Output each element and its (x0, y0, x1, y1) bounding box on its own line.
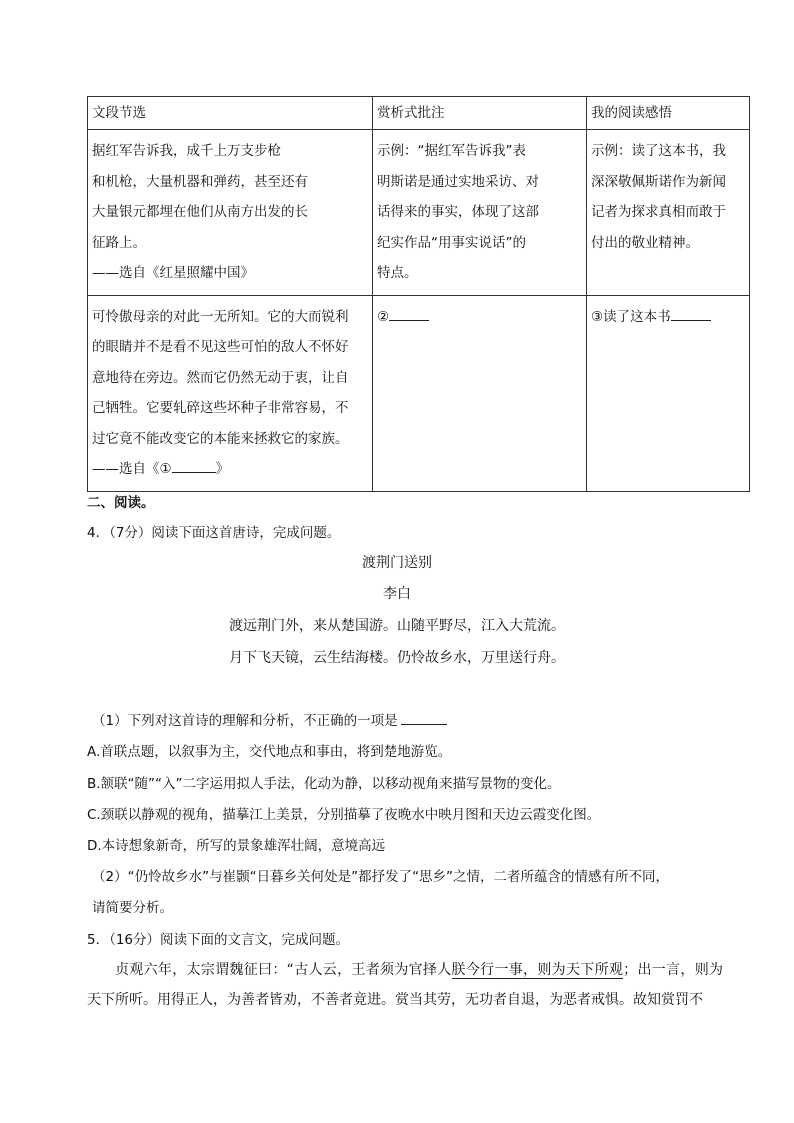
poem-author: 李白 (383, 586, 411, 602)
comment-line: 明斯诺是通过实地采访、对 (377, 173, 539, 190)
answer-blank-choice[interactable] (401, 710, 447, 725)
reflection-line: 记者为探求真相而敢于 (591, 204, 726, 220)
question-4-stem: 4．（7分）阅读下面这首唐诗，完成问题。 (87, 525, 341, 541)
row1-reflection-cell (587, 130, 750, 296)
comment-marker: ② (377, 308, 390, 325)
table-row (88, 295, 750, 491)
poem-line: 月下飞天镜，云生结海楼。仍怜故乡水，万里送行舟。 (229, 650, 565, 666)
row1-comment-cell (373, 130, 587, 296)
classical-passage (87, 955, 723, 1015)
sub1-text: （1）下列对这首诗的理解和分析，不正确的一项是 (92, 713, 398, 729)
table-header-row (88, 97, 750, 130)
question-4-sub2-line2: 请简要分析。 (92, 900, 173, 916)
row2-excerpt-cell (88, 295, 373, 491)
option-d: D.本诗想象新奇，所写的景象雄浑壮阔，意境高远 (87, 838, 386, 854)
excerpt-line: 大量银元都埋在他们从南方出发的长 (92, 204, 308, 220)
reflection-line: 深深敬佩斯诺作为新闻 (591, 173, 726, 190)
excerpt-line: 过它竟不能改变它的本能来拯救它的家族。 (92, 430, 349, 447)
reflection-prompt: ③读了这本书 (591, 308, 671, 325)
header-excerpt: 文段节选 (88, 97, 373, 130)
excerpt-line: 意地待在旁边。然而它仍然无动于衷，让自 (92, 369, 349, 386)
passage-underlined: 朕今行一事，则为天下所观 (451, 962, 624, 978)
section-heading-reading: 二、阅读。 (87, 495, 155, 511)
table-row (88, 130, 750, 296)
answer-blank-1[interactable] (172, 458, 216, 473)
option-c: C.颈联以静观的视角，描摹江上美景，分别描摹了夜晚水中映月图和天边云霞变化图。 (87, 807, 601, 823)
source-prefix: ——选自《① (92, 461, 172, 477)
reflection-line: 付出的敬业精神。 (591, 234, 699, 251)
excerpt-line: 和机枪，大量机器和弹药，甚至还有 (92, 173, 308, 190)
option-a: A.首联点题，以叙事为主，交代地点和事由，将到楚地游览。 (87, 744, 452, 760)
excerpt-line: 的眼睛并不是看不见这些可怕的敌人不怀好 (92, 339, 349, 355)
header-comment: 赏析式批注 (373, 97, 587, 130)
reading-notes-table (87, 96, 750, 492)
excerpt-line: 己牺牲。它要轧碎这些坏种子非常容易，不 (92, 400, 349, 416)
comment-line: 示例：“据红军告诉我”表 (377, 143, 526, 159)
passage-part2: ；出一言，则为天下所听。用得正人，为善者皆劝，不善者竟进。赏当其劳，无功者自退，为恶者戒惧。故知赏罚不 (87, 962, 723, 1008)
excerpt-line: 征路上。 (92, 234, 146, 251)
passage-part1: 贞观六年，太宗谓魏征曰：“古人云，王者须为官择人 (115, 962, 452, 978)
question-5-stem: 5．（16分）阅读下面的文言文，完成问题。 (87, 932, 350, 948)
question-4-sub1 (92, 709, 447, 729)
excerpt-line: 据红军告诉我，成千上万支步枪 (92, 143, 281, 159)
poem-title: 渡荆门送别 (362, 555, 432, 571)
comment-line: 话得来的事实，体现了这部 (377, 204, 539, 220)
header-reflection: 我的阅读感悟 (587, 97, 750, 130)
reflection-line: 示例：读了这本书，我 (591, 143, 726, 159)
poem-line: 渡远荆门外，来从楚国游。山随平野尽，江入大荒流。 (229, 618, 565, 634)
row1-excerpt-cell (88, 130, 373, 296)
excerpt-source: ——选自《红星照耀中国》 (92, 265, 254, 281)
source-suffix: 》 (215, 461, 230, 477)
excerpt-source (92, 454, 368, 485)
comment-line: 特点。 (377, 265, 418, 281)
comment-line: 纪实作品“用事实说话”的 (377, 234, 526, 251)
question-4-sub2-line1: （2）“仍怜故乡水”与崔颢“日暮乡关何处是”都抒发了“思乡”之情，二者所蕴含的情感有所不同， (92, 869, 670, 885)
option-b: B.颔联“随”“入”二字运用拟人手法，化动为静，以移动视角来描写景物的变化。 (87, 776, 561, 792)
excerpt-line: 可怜傲母亲的对此一无所知。它的大而锐利 (92, 308, 349, 325)
answer-blank-3[interactable] (671, 306, 711, 321)
row2-reflection-cell (587, 295, 750, 491)
row2-comment-cell (373, 295, 587, 491)
answer-blank-2[interactable] (389, 306, 429, 321)
